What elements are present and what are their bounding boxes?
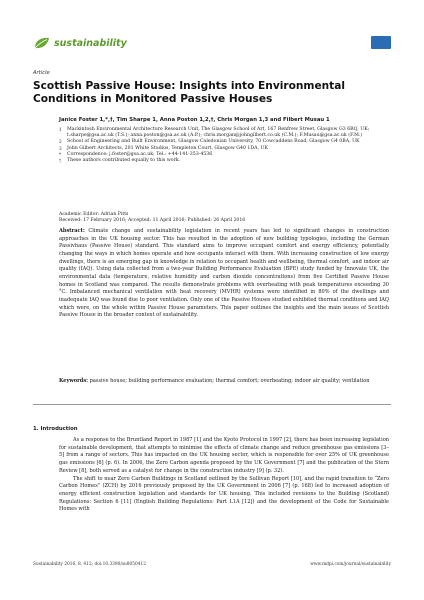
- article-type: Article: [33, 70, 50, 76]
- academic-editor: Academic Editor: Adrian Pitts: [59, 212, 129, 217]
- affiliation-mark: *: [59, 151, 62, 157]
- keywords-text: passive house; building performance evaluation; thermal comfort; overheating; indoor air quality; ventilation: [89, 378, 370, 384]
- correspondence-text: Correspondence: j.foster@gsa.ac.uk; Tel.: +44-141-353-4536: [67, 151, 213, 157]
- keywords-label: Keywords:: [59, 378, 89, 384]
- journal-url[interactable]: www.mdpi.com/journal/sustainability: [310, 562, 391, 567]
- abstract-text: Climate change and sustainability legislation in recent years has led to significant changes in construction approaches in the UK housing sector. This has resulted in the adoption of new building typologies, including the German Passivhaus (Passive House) standard. This standard aims to improve occupant comfort and energy efficiency, potentially changing the ways in which homes operate and how occupants interact with them. With increasing construction of low energy dwellings, there is an emerging gap in knowledge in relation to occupant health and wellbeing, thermal comfort, and indoor air quality (IAQ). Using data collected from a two-year Building Performance Evaluation (BPE) study funded by Innovate UK, the environmental data (temperature, relative humidity and carbon dioxide concentrations) from five Certified Passive House homes in Scotland was compared. The results demonstrate problems with overheating with peak temperatures exceeding 30 °C. Imbalanced mechanical ventilation with heat recovery (MVHR) systems were identified in 80% of the dwellings and inadequate IAQ was found due to poor ventilation. Only one of the Passive Houses studied exhibited thermal conditions and IAQ which were, on the whole within Passive House parameters. This paper outlines the insights and the main issues of Scottish Passive House in the broader context of sustainability.: [59, 228, 390, 319]
- publisher-logo[interactable]: [371, 36, 391, 49]
- paragraph: As a response to the Bruntland Report in 1987 [1] and the Kyoto Protocol in 1997 [2], there has been increasing legislation for sustainable development, that attempts to minimise the effects of climate change and reduce greenhouse gas emissions [3–5] from a range of sectors. This has impacted on the UK housing sector, which is responsible for over 25% of UK greenhouse gas emissions [6] (p. 6). In 2006, the Zero Carbon agenda proposed by the UK Government [7] and the publication of the Stern Review [8], both served as a catalyst for change in the construction industry [9] (p. 32).: [59, 437, 389, 474]
- equal-contribution-note: [59, 158, 389, 164]
- abstract-label: Abstract:: [59, 228, 85, 234]
- affiliation-mark: 3: [59, 145, 62, 151]
- affiliation-mark: 2: [59, 139, 62, 145]
- keywords: [59, 378, 389, 386]
- affiliations: [59, 127, 389, 164]
- citation-line: Sustainability 2016, 8, 412; doi:10.3390/su8050412: [33, 562, 146, 567]
- publication-dates: [59, 212, 389, 224]
- section-heading: 1. Introduction: [33, 426, 78, 432]
- affiliation-text: Mackintosh Environmental Architecture Research Unit, The Glasgow School of Art, 167 Renfrew Street, Glasgow G3 6RQ, UK; t.sharpe@gsa.ac.uk (T.S.); anna.poston@gsa.ac.uk (A.P.); chris.morgan@johngilbert.co.uk (C.M.); F.Musau@gsa.ac.uk (F.M.): [67, 127, 370, 139]
- mdpi-logo-icon: [371, 36, 391, 49]
- abstract: [59, 228, 389, 320]
- affiliation-text: School of Engineering and Built Environment, Glasgow Caledonian University, 70 Cowcaddens Road, Glasgow G4 0BA, UK: [67, 139, 360, 145]
- author-list: Janice Foster 1,*,†, Tim Sharpe 1, Anna Poston 1,2,†, Chris Morgan 1,3 and Filbert Musau 1: [59, 117, 330, 123]
- journal-logo[interactable]: [33, 36, 127, 50]
- affiliation-item: [59, 127, 389, 139]
- note-text: These authors contributed equally to this work.: [67, 158, 181, 164]
- history-dates: Received: 17 February 2016; Accepted: 11 April 2016; Published: 26 April 2016: [59, 218, 246, 224]
- affiliation-mark: †: [59, 158, 62, 164]
- paper-title: Scottish Passive House: Insights into Environmental Conditions in Monitored Passive Houses: [33, 80, 346, 105]
- divider: [33, 404, 391, 405]
- affiliation-mark: 1: [59, 127, 62, 132]
- affiliation-text: John Gilbert Architects, 201 White Studios, Templeton Court, Glasgow G40 1DA, UK: [67, 145, 268, 151]
- leaf-icon: [33, 36, 51, 50]
- paragraph: The shift to near Zero Carbon Buildings in Scotland outlined by the Sullivan Report [10], and the rapid transition to “Zero Carbon Homes” (ZCH) by 2016 previously proposed by the UK Government in 2006 [7] (p. 168) led to increased adoption of energy efficient construction legislation and standards for UK housing. This included revisions to the Building (Scotland) Regulations: Section 6 [11] (English Building Regulations: Part L1A [12]) and the development of the Code for Sustainable Homes with: [59, 475, 389, 513]
- section-body: [59, 437, 389, 514]
- page-header: [33, 36, 391, 52]
- journal-name: sustainability: [54, 37, 127, 49]
